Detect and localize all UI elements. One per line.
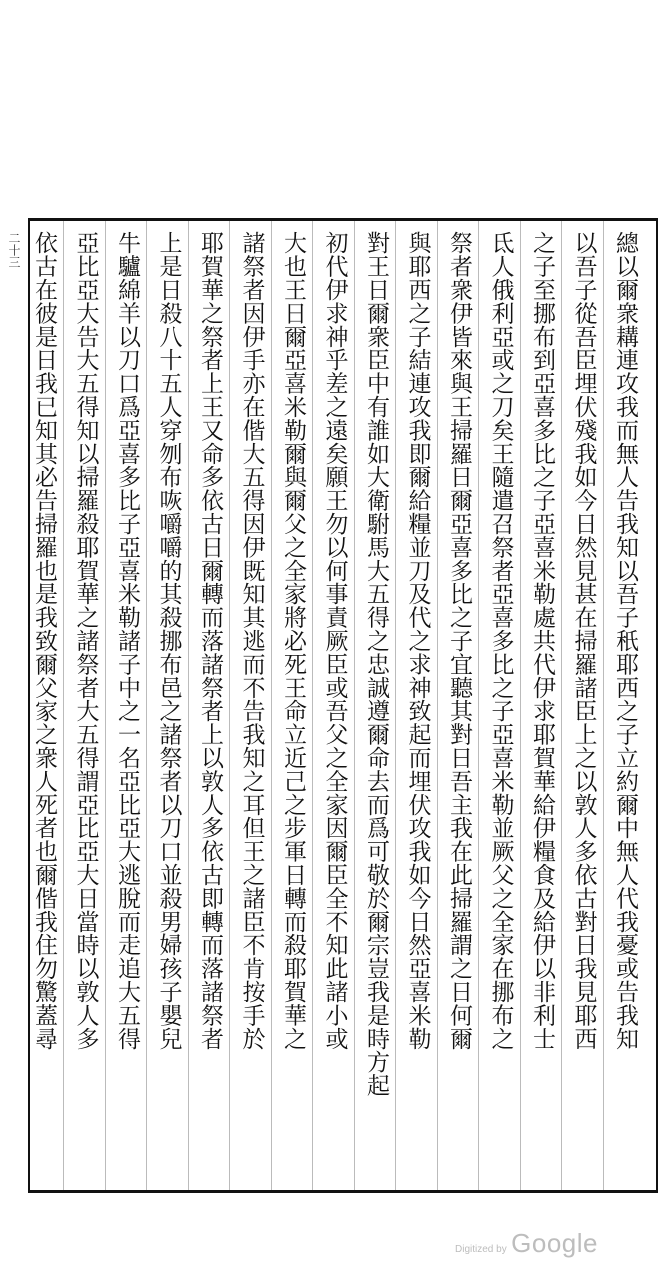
text-column-4: 氐人俄利亞或之刀矣王隨遣召祭者亞喜多比之子亞喜米勒並厥父之全家在挪布之 <box>487 231 514 1050</box>
margin-note: 二十三 <box>7 232 21 268</box>
column-rule <box>354 221 355 1190</box>
text-column-10: 諸祭者因伊手亦在偕大五得因伊既知其逃而不告我知之耳但王之諸臣不肯按手於 <box>238 231 265 1050</box>
column-rule <box>105 221 106 1190</box>
text-column-8: 初代伊求神乎差之遠矣願王勿以何事責厥臣或吾父之全家因爾臣全不知此諸小或 <box>321 231 348 1050</box>
column-rule <box>520 221 521 1190</box>
column-rule <box>603 221 604 1190</box>
column-rule <box>478 221 479 1190</box>
text-column-6: 與耶西之子結連攻我即爾給糧並刀及代之求神致起而埋伏攻我如今日然亞喜米勒 <box>404 231 431 1050</box>
column-rule <box>312 221 313 1190</box>
column-rule <box>271 221 272 1190</box>
column-rule <box>229 221 230 1190</box>
digitized-watermark <box>455 1228 598 1259</box>
text-column-7: 對王日爾衆臣中有誰如大衛駙馬大五得之忠誠遵爾命去而爲可敬於爾宗豈我是時方起 <box>363 231 389 1097</box>
text-column-15: 依古在彼是日我已知其必告掃羅也是我致爾父家之衆人死者也爾偕我住勿驚蓋尋 <box>31 231 57 1050</box>
text-column-3: 之子至挪布到亞喜多比之子亞喜米勒處共代伊求耶賀華給伊糧食及給伊以非利士 <box>529 231 555 1050</box>
text-column-11: 耶賀華之祭者上王又命多依古日爾轉而落諸祭者上以敦人多依古即轉而落諸祭者 <box>197 231 223 1050</box>
text-column-5: 祭者衆伊皆來與王掃羅日爾亞喜多比之子宜聽其對日吾主我在此掃羅謂之日何爾 <box>446 231 472 1050</box>
column-rule <box>146 221 147 1190</box>
text-frame <box>28 218 658 1193</box>
text-column-14: 亞比亞大告大五得知以掃羅殺耶賀華之諸祭者大五得謂亞比亞大日當時以敦人多 <box>72 231 99 1050</box>
text-column-13: 牛驢綿羊以刀口爲亞喜多比子亞喜米勒諸子中之一名亞比亞大逃脫而走追大五得 <box>114 231 140 1050</box>
column-rule <box>561 221 562 1190</box>
text-column-2: 以吾子從吾臣埋伏殘我如今日然見甚在掃羅諸臣上之以敦人多依古對日我見耶西 <box>570 231 597 1050</box>
column-rule <box>395 221 396 1190</box>
column-rule <box>188 221 189 1190</box>
google-logo: Google <box>511 1228 598 1258</box>
text-column-12: 上是日殺八十五人穿刎布咴嚼嚼的其殺挪布邑之諸祭者以刀口並殺男婦孩子嬰兒 <box>155 231 182 1050</box>
watermark-prefix: Digitized by <box>455 1244 507 1255</box>
text-column-1: 總以爾衆耩連攻我而無人告我知以吾子秖耶西之子立約爾中無人代我憂或告我知 <box>612 231 638 1050</box>
column-rule <box>437 221 438 1190</box>
column-rule <box>63 221 64 1190</box>
text-column-9: 大也王日爾亞喜米勒爾與爾父之全家將必死王命立近己之步軍日轉而殺耶賀華之 <box>280 231 306 1050</box>
